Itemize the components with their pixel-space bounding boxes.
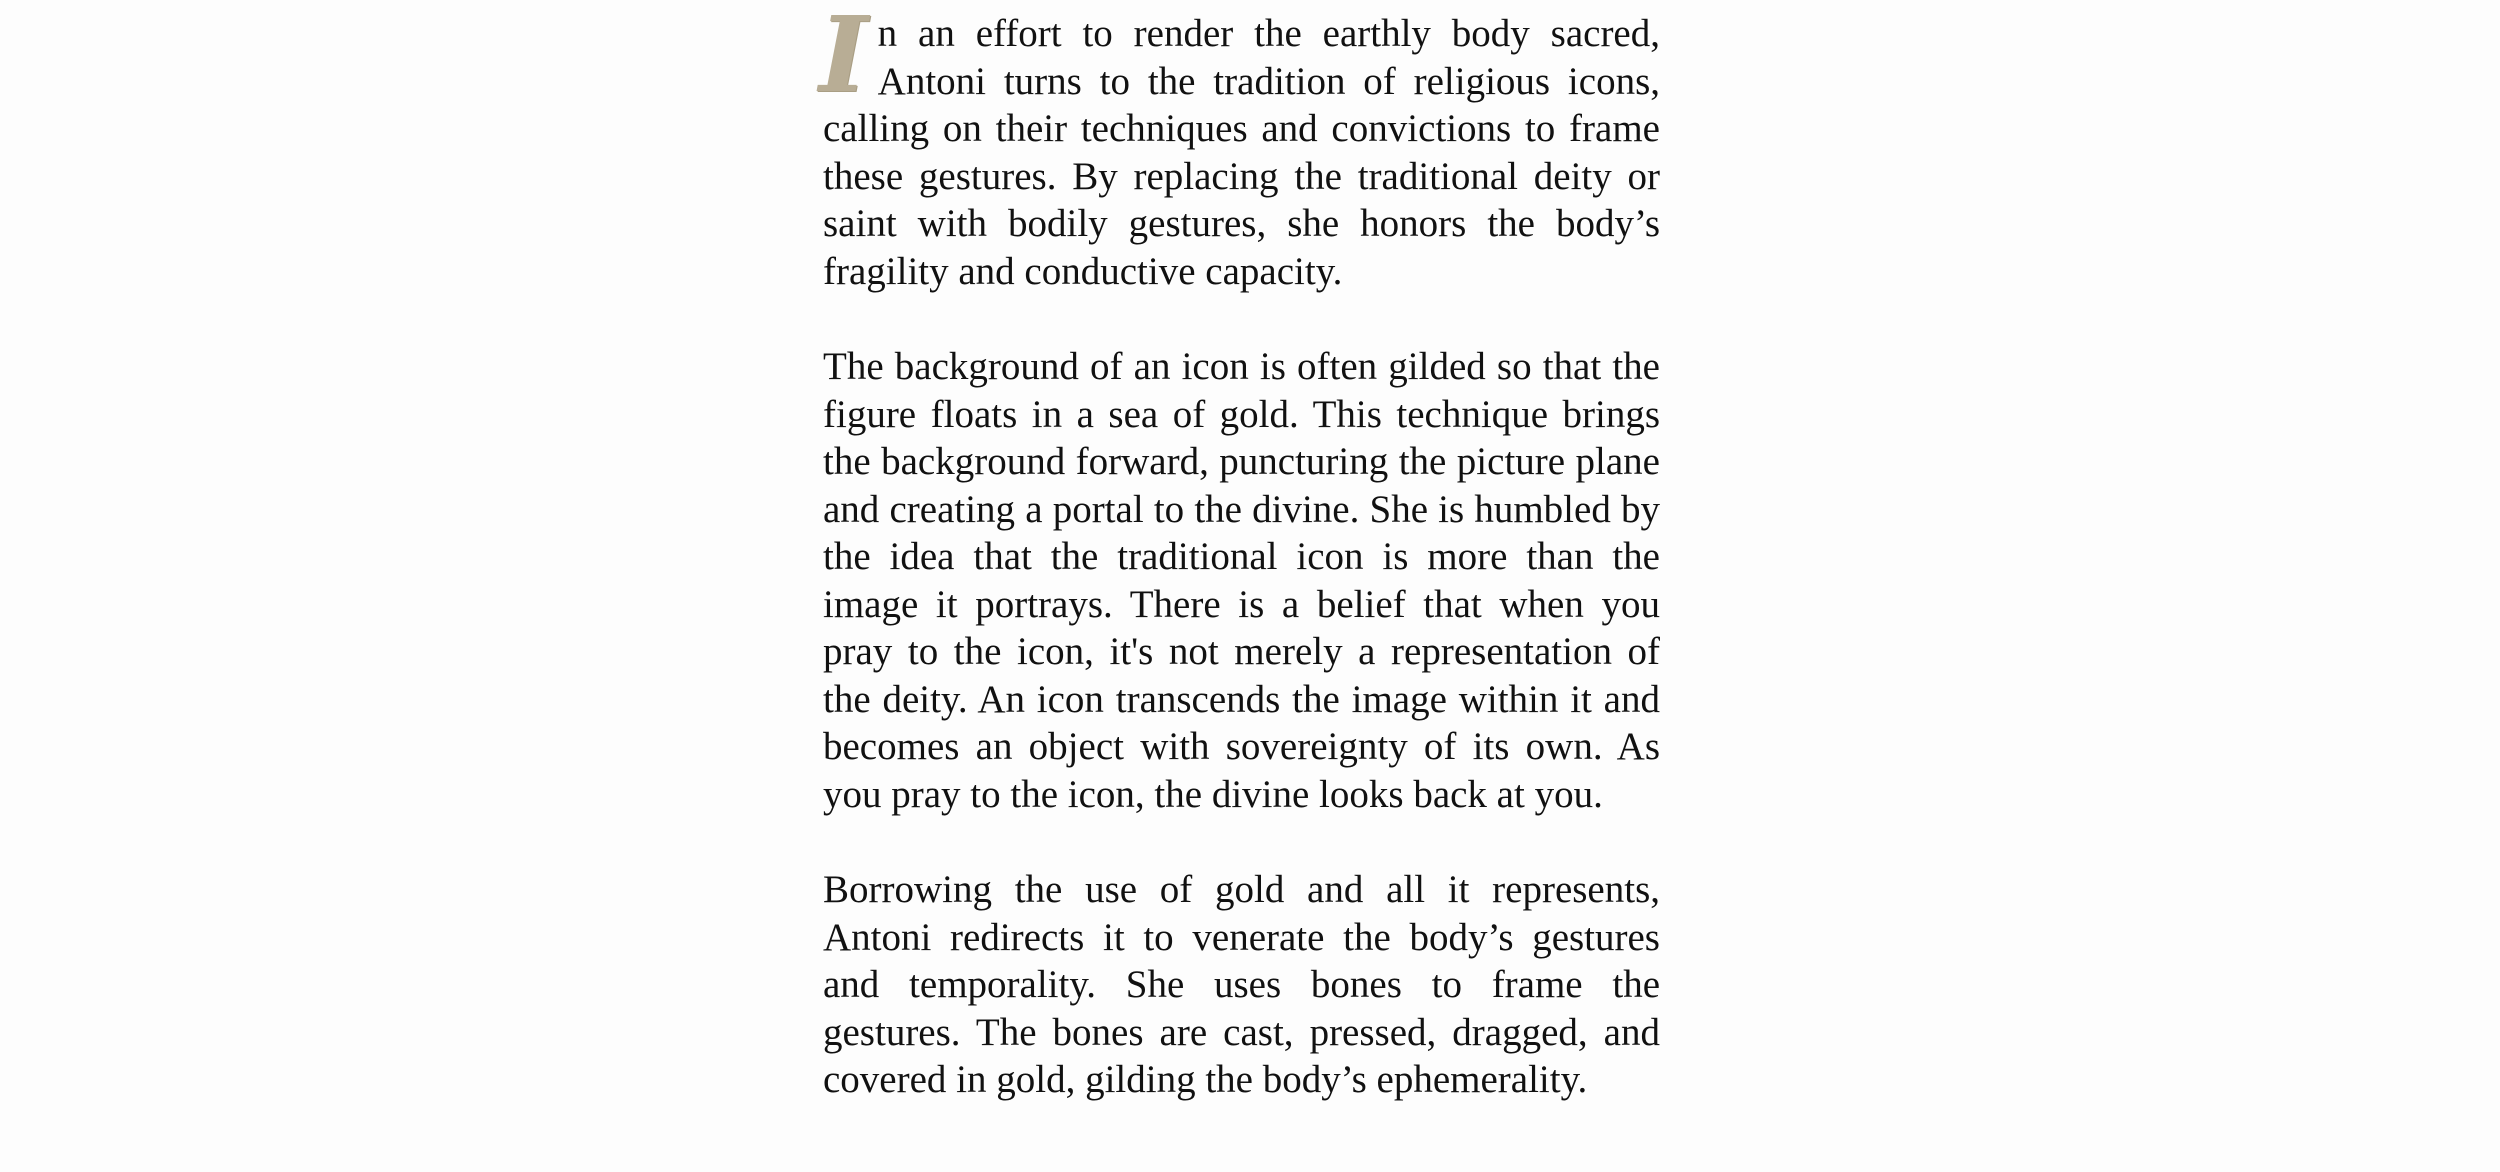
paragraph-1-text: n an effort to render the earthly body sacred, Antoni turns to the tradition of religious icons, calling on their techniques and convictions to frame these gestures. By replacing the traditional deity or saint with bodily gestures, she honors the body’s fragility and conductive capacity. — [823, 12, 1660, 293]
article-body — [819, 0, 1660, 1152]
paragraph-1 — [819, 0, 1660, 295]
paragraph-2: The background of an icon is often gilded so that the figure floats in a sea of gold. This technique brings the background forward, puncturing the picture plane and creating a portal to the divine. She is humbled by the idea that the traditional icon is more than the image it portrays. There is a belief that when you pray to the icon, it's not merely a representation of the deity. An icon transcends the image within it and becomes an object with sovereignty of its own. As you pray to the icon, the divine looks back at you. — [823, 345, 1660, 816]
drop-cap-letter: I — [819, 0, 868, 116]
paragraph-3: Borrowing the use of gold and all it represents, Antoni redirects it to venerate the body’s gestures and temporality. She uses bones to frame the gestures. The bones are cast, pressed, dragged, and covered in gold, gilding the body’s ephemerality. — [823, 868, 1660, 1101]
